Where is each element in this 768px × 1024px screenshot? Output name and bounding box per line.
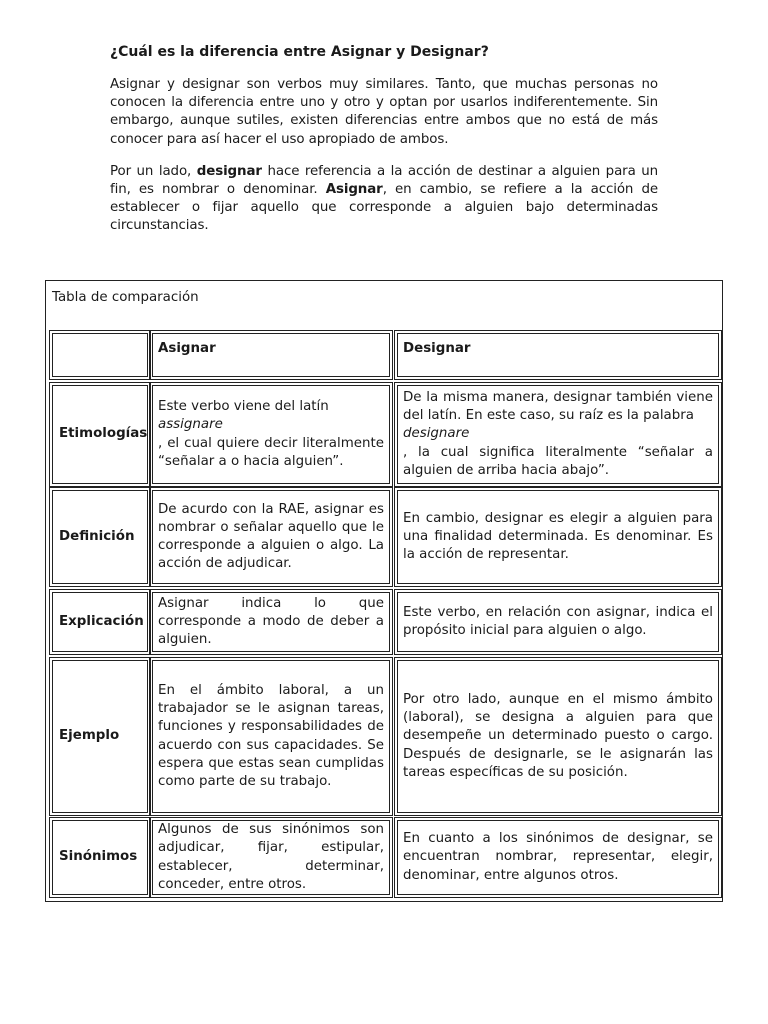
sinonimos-asignar-text: Algunos de sus sinónimos son adjudicar, fijar, estipular, establecer, determinar, conceder, entre otros. xyxy=(158,822,384,892)
ejemplo-asignar xyxy=(152,660,390,813)
definicion-designar-text: En cambio, designar es elegir a alguien para una finalidad determinada. Es denominar. Es la acción de representar. xyxy=(403,510,713,563)
etimologias-asignar-term: assignare xyxy=(158,417,223,433)
asignar-keyword: Asignar xyxy=(325,182,383,198)
header-asignar: Asignar xyxy=(152,333,390,377)
row-label-explicacion: Explicación xyxy=(52,592,148,652)
explicacion-asignar-text: Asignar indica lo que corresponde a modo de deber a alguien. xyxy=(158,595,384,648)
definicion-asignar xyxy=(152,490,390,584)
sinonimos-designar xyxy=(397,820,719,895)
row-label-sinonimos: Sinónimos xyxy=(52,820,148,895)
intro-paragraph: Asignar y designar son verbos muy similares. Tanto, que muchas personas no conocen la diferencia entre uno y otro y optan por usarlos indiferentemente. Sin embargo, aunque sutiles, existen diferencias entre ambos que no está de más conocer para así hacer el uso apropiado de ambos. xyxy=(110,77,658,147)
explicacion-asignar xyxy=(152,592,390,652)
definitions-text-2: hace referencia a la acción de destinar a alguien para un fin, es nombrar o denominar. xyxy=(110,163,658,198)
etimologias-designar xyxy=(397,385,719,484)
ejemplo-asignar-text: En el ámbito laboral, a un trabajador se le asignan tareas, funciones y responsabilidades de acuerdo con sus capacidades. Se espera que estas sean cumplidas como parte de su trabajo. xyxy=(158,682,384,789)
definitions-paragraph xyxy=(110,163,658,236)
definitions-text-1: Por un lado, xyxy=(110,163,197,179)
definicion-asignar-text: De acurdo con la RAE, asignar es nombrar o señalar aquello que le corresponde a alguien o algo. La acción de adjudicar. xyxy=(158,501,384,572)
row-label-etimologias: Etimologías xyxy=(52,385,148,484)
header-empty-cell xyxy=(52,333,148,377)
table-caption: Tabla de comparación xyxy=(52,290,199,305)
etimologias-asignar-text-2: , el cual quiere decir literalmente “señalar a o hacia alguien”. xyxy=(158,435,384,469)
etimologias-designar-text-2: , la cual significa literalmente “señalar a alguien de arriba hacia abajo”. xyxy=(403,444,713,478)
row-label-ejemplo: Ejemplo xyxy=(52,660,148,813)
etimologias-asignar xyxy=(152,385,390,484)
header-designar: Designar xyxy=(397,333,719,377)
definicion-designar xyxy=(397,490,719,584)
definitions-text-3: , en cambio, se refiere a la acción de establecer o fijar aquello que corresponde a alguien bajo determinadas circunstancias. xyxy=(110,182,658,234)
explicacion-designar-text: Este verbo, en relación con asignar, indica el propósito inicial para alguien o algo. xyxy=(403,604,713,638)
ejemplo-designar xyxy=(397,660,719,813)
explicacion-designar xyxy=(397,592,719,652)
document-body xyxy=(110,42,658,250)
etimologias-asignar-text-1: Este verbo viene del latín xyxy=(158,399,329,415)
page-title: ¿Cuál es la diferencia entre Asignar y Designar? xyxy=(110,44,489,60)
sinonimos-designar-text: En cuanto a los sinónimos de designar, se encuentran nombrar, representar, elegir, denominar, entre algunos otros. xyxy=(403,831,713,883)
comparison-table xyxy=(45,280,723,902)
sinonimos-asignar xyxy=(152,820,390,895)
ejemplo-designar-text: Por otro lado, aunque en el mismo ámbito (laboral), se designa a alguien para que desempeñe un determinado puesto o cargo. Después de designarle, se le asignarán las tareas específicas de su posición. xyxy=(403,691,713,780)
etimologias-designar-term: designare xyxy=(403,426,470,442)
row-label-definicion: Definición xyxy=(52,490,148,584)
etimologias-designar-text-1: De la misma manera, designar también viene del latín. En este caso, su raíz es la palabra xyxy=(403,390,713,424)
designar-keyword: designar xyxy=(196,163,262,179)
